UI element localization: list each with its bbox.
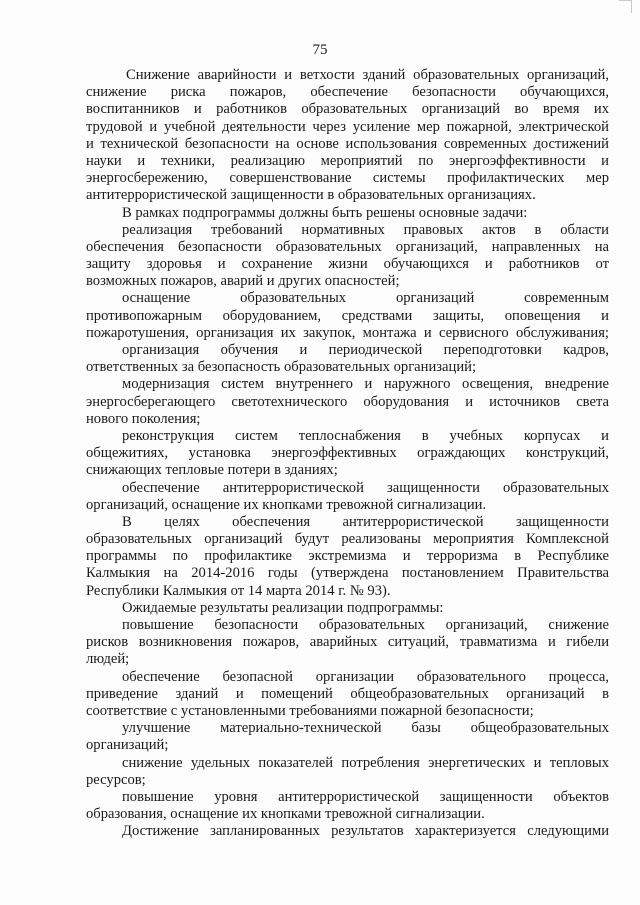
text-line: повышение уровня антитеррористической защищенности объектов [122,788,609,805]
text-line: соответствие с установленными требованиями пожарной безопасности; [86,702,534,719]
text-line: нового поколения; [86,410,201,427]
text-line: программы по профилактике экстремизма и терроризма в Республике [86,548,609,565]
text-line: защиту здоровья и сохранение жизни обучающихся и работников от [86,256,609,273]
text-line: противопожарным оборудованием, средствами защиты, оповещения и [86,307,609,324]
text-line: организация обучения и периодической переподготовки кадров, [122,342,609,358]
text-line: Снижение аварийности и ветхости зданий образовательных организаций, [126,67,609,83]
text-line: образования, оснащение их кнопками тревожной сигнализации. [86,806,485,823]
text-line: Республики Калмыкия от 14 марта 2014 г. № 93). [86,582,391,599]
text-line: В целях обеспечения антитеррористической защищенности [122,513,609,530]
text-line: пожаротушения, организация их закупок, монтажа и сервисного обслуживания; [86,324,609,341]
text-line: Ожидаемые результаты реализации подпрограммы: [122,599,444,616]
text-line: приведение зданий и помещений общеобразовательных организаций в [86,685,609,702]
text-line: реализация требований нормативных правовых актов в области [122,221,609,238]
body-text [86,67,609,840]
text-line: Калмыкия на 2014-2016 годы (утверждена постановлением Правительства [86,565,609,582]
text-line: ресурсов; [86,771,146,788]
text-line: повышение безопасности образовательных организаций, снижение [122,617,609,633]
text-line: снижение риска пожаров, обеспечение безопасности обучающихся, [86,84,609,101]
text-line: возможных пожаров, аварий и других опасностей; [86,273,400,290]
text-line: антитеррористической защищенности в образовательных организациях. [86,187,536,204]
text-line: общежитиях, установка энергоэффективных ограждающих конструкций, [86,445,609,462]
text-line: обеспечение антитеррористической защищенности образовательных [122,479,609,496]
text-line: Достижение запланированных результатов характеризуется следующими [122,823,609,840]
text-line: обеспечение безопасной организации образовательного процесса, [122,668,609,685]
scan-corner-mark [619,0,632,13]
text-line: воспитанников и работников образовательных организаций во время их [86,101,609,118]
text-line: и технической безопасности на основе использования современных достижений [86,135,609,152]
text-line: трудовой и учебной деятельности через усиление мер пожарной, электрической [86,118,609,135]
text-line: оснащение образовательных организаций современным [122,290,609,307]
text-line: организаций; [86,737,169,754]
text-line: снижение удельных показателей потребления энергетических и тепловых [122,754,609,771]
text-line: модернизация систем внутреннего и наружного освещения, внедрение [122,376,609,393]
page-number: 75 [312,42,328,58]
text-line: ответственных за безопасность образовательных организаций; [86,359,477,376]
text-line: реконструкция систем теплоснабжения в учебных корпусах и [122,427,609,444]
text-line: В рамках подпрограммы должны быть решены основные задачи: [122,204,528,221]
text-line: образовательных организаций будут реализованы мероприятия Комплексной [86,531,609,548]
text-line: энергосбережению, совершенствование системы профилактических мер [86,170,609,187]
text-line: организаций, оснащение их кнопками тревожной сигнализации. [86,496,487,513]
text-line: энергосберегающего светотехнического оборудования и источников света [86,393,609,410]
text-line: обеспечения безопасности образовательных организаций, направленных на [86,238,609,255]
text-line: рисков возникновения пожаров, аварийных ситуаций, травматизма и гибели [86,634,609,651]
text-line: улучшение материально-технической базы общеобразовательных [122,720,609,737]
text-line: снижающих тепловые потери в зданиях; [86,462,338,479]
text-line: науки и техники, реализацию мероприятий по энергоэффективности и [86,152,609,169]
text-line: людей; [86,651,130,668]
